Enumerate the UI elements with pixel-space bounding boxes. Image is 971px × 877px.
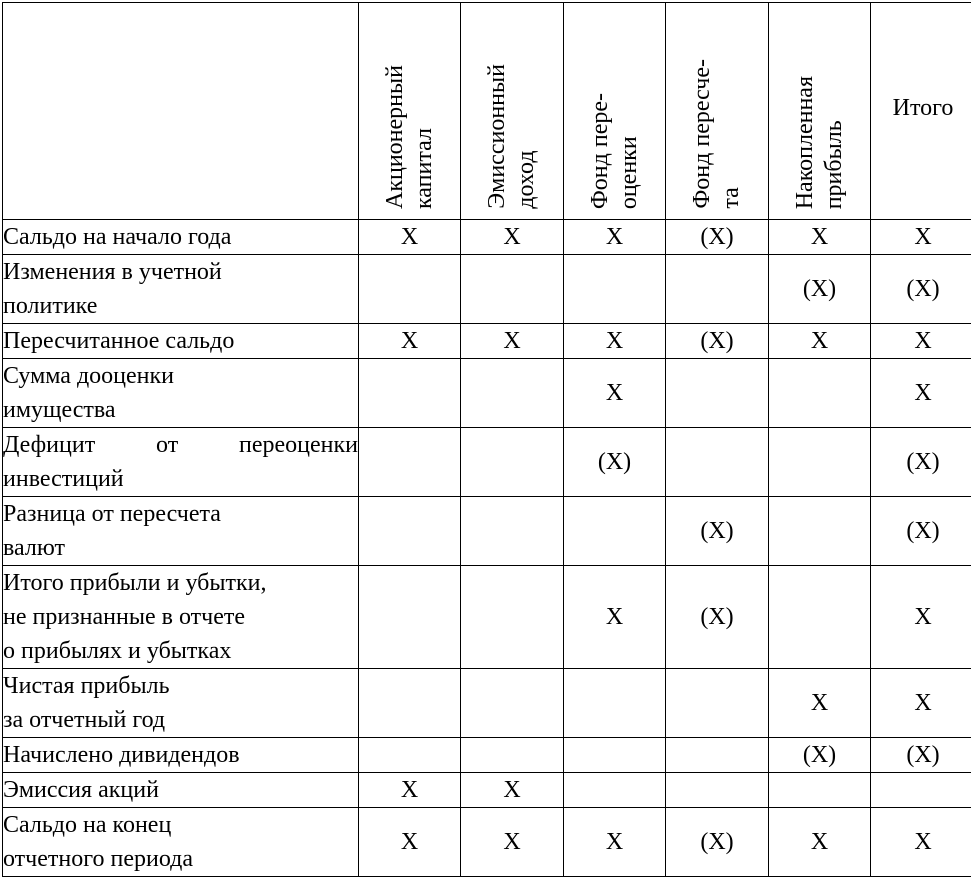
cell-revaluation-fund: X — [564, 566, 666, 669]
cell-share-premium: X — [461, 808, 564, 877]
cell-share-premium: X — [461, 773, 564, 808]
cell-translation-fund — [666, 773, 769, 808]
column-header-label: Акционерный капитал — [381, 65, 439, 209]
row-label — [3, 324, 359, 359]
cell-share-capital — [359, 669, 461, 738]
row-label-line: Сальдо на начало года — [3, 220, 358, 254]
row-label-line: инвестиций — [3, 462, 358, 496]
row-label-line: Дефицит от переоценки — [3, 428, 358, 462]
cell-share-capital — [359, 566, 461, 669]
row-label — [3, 428, 359, 497]
table-row — [3, 220, 971, 255]
table-row — [3, 428, 971, 497]
cell-retained-earnings: X — [769, 669, 871, 738]
cell-share-capital: X — [359, 773, 461, 808]
cell-total — [871, 773, 971, 808]
row-label-line: отчетного периода — [3, 842, 358, 876]
column-header-revaluation-fund — [564, 3, 666, 220]
cell-revaluation-fund: X — [564, 359, 666, 428]
cell-share-premium — [461, 738, 564, 773]
cell-retained-earnings: (X) — [769, 255, 871, 324]
cell-share-capital: X — [359, 324, 461, 359]
cell-share-capital — [359, 497, 461, 566]
row-label-line: Чистая прибыль — [3, 669, 358, 703]
cell-revaluation-fund — [564, 497, 666, 566]
cell-revaluation-fund — [564, 669, 666, 738]
row-label-line: Разница от пересчета — [3, 497, 358, 531]
row-label-line: Сальдо на конец — [3, 808, 358, 842]
cell-share-premium — [461, 669, 564, 738]
cell-retained-earnings — [769, 428, 871, 497]
table-body — [3, 220, 971, 877]
row-label-line: о прибылях и убытках — [3, 634, 358, 668]
cell-revaluation-fund: X — [564, 808, 666, 877]
cell-translation-fund: (X) — [666, 566, 769, 669]
cell-revaluation-fund — [564, 773, 666, 808]
cell-share-capital — [359, 255, 461, 324]
header-row — [3, 3, 971, 220]
cell-share-premium — [461, 497, 564, 566]
table-row — [3, 255, 971, 324]
row-label — [3, 359, 359, 428]
row-label — [3, 738, 359, 773]
table-row — [3, 359, 971, 428]
row-label-line: Эмиссия акций — [3, 773, 358, 807]
cell-share-premium — [461, 255, 564, 324]
column-header-label: Итого — [871, 95, 971, 122]
cell-share-capital — [359, 738, 461, 773]
cell-share-premium — [461, 359, 564, 428]
row-label-line: не признанные в отчете — [3, 600, 358, 634]
cell-share-capital — [359, 428, 461, 497]
column-header-retained-earnings — [769, 3, 871, 220]
column-header-label: Эмиссионный доход — [483, 64, 541, 209]
cell-revaluation-fund — [564, 738, 666, 773]
cell-retained-earnings — [769, 497, 871, 566]
cell-revaluation-fund: X — [564, 324, 666, 359]
equity-changes-table — [2, 2, 971, 877]
cell-translation-fund: (X) — [666, 808, 769, 877]
cell-revaluation-fund — [564, 255, 666, 324]
column-header-label: Фонд пере- оценки — [586, 93, 644, 209]
row-label-line: имущества — [3, 393, 358, 427]
cell-share-premium — [461, 566, 564, 669]
row-label-line: Пересчитанное сальдо — [3, 324, 358, 358]
cell-retained-earnings: X — [769, 324, 871, 359]
cell-translation-fund — [666, 359, 769, 428]
table-row — [3, 566, 971, 669]
column-header-translation-fund — [666, 3, 769, 220]
cell-total: (X) — [871, 497, 971, 566]
row-label — [3, 497, 359, 566]
cell-translation-fund: (X) — [666, 497, 769, 566]
cell-share-capital: X — [359, 220, 461, 255]
row-label-line: политике — [3, 289, 358, 323]
cell-share-capital: X — [359, 808, 461, 877]
table-row — [3, 497, 971, 566]
cell-total: X — [871, 669, 971, 738]
cell-retained-earnings — [769, 359, 871, 428]
row-label-line: за отчетный год — [3, 703, 358, 737]
cell-translation-fund — [666, 738, 769, 773]
row-label-line: Итого прибыли и убытки, — [3, 566, 358, 600]
cell-total: X — [871, 808, 971, 877]
table-row — [3, 669, 971, 738]
table-row — [3, 808, 971, 877]
corner-cell — [3, 3, 359, 220]
cell-retained-earnings: X — [769, 808, 871, 877]
row-label-line: Изменения в учетной — [3, 255, 358, 289]
cell-translation-fund: (X) — [666, 324, 769, 359]
cell-translation-fund — [666, 255, 769, 324]
row-label — [3, 255, 359, 324]
cell-translation-fund: (X) — [666, 220, 769, 255]
cell-share-capital — [359, 359, 461, 428]
cell-total: (X) — [871, 738, 971, 773]
row-label — [3, 808, 359, 877]
cell-translation-fund — [666, 428, 769, 497]
cell-retained-earnings — [769, 566, 871, 669]
cell-retained-earnings: X — [769, 220, 871, 255]
cell-total: X — [871, 220, 971, 255]
cell-total: (X) — [871, 428, 971, 497]
row-label — [3, 220, 359, 255]
cell-retained-earnings: (X) — [769, 738, 871, 773]
cell-retained-earnings — [769, 773, 871, 808]
column-header-label: Накопленная прибыль — [791, 76, 849, 209]
row-label — [3, 566, 359, 669]
cell-total: X — [871, 359, 971, 428]
cell-revaluation-fund: (X) — [564, 428, 666, 497]
row-label — [3, 773, 359, 808]
cell-translation-fund — [666, 669, 769, 738]
column-header-total — [871, 3, 971, 220]
column-header-label: Фонд пересче- та — [688, 59, 746, 209]
cell-revaluation-fund: X — [564, 220, 666, 255]
cell-total: X — [871, 324, 971, 359]
table-row — [3, 773, 971, 808]
cell-share-premium: X — [461, 324, 564, 359]
table-row — [3, 738, 971, 773]
row-label-line: Начислено дивидендов — [3, 738, 358, 772]
row-label-line: Сумма дооценки — [3, 359, 358, 393]
cell-share-premium — [461, 428, 564, 497]
table-row — [3, 324, 971, 359]
column-header-share-capital — [359, 3, 461, 220]
row-label — [3, 669, 359, 738]
row-label-line: валют — [3, 531, 358, 565]
cell-total: X — [871, 566, 971, 669]
cell-share-premium: X — [461, 220, 564, 255]
column-header-share-premium — [461, 3, 564, 220]
cell-total: (X) — [871, 255, 971, 324]
